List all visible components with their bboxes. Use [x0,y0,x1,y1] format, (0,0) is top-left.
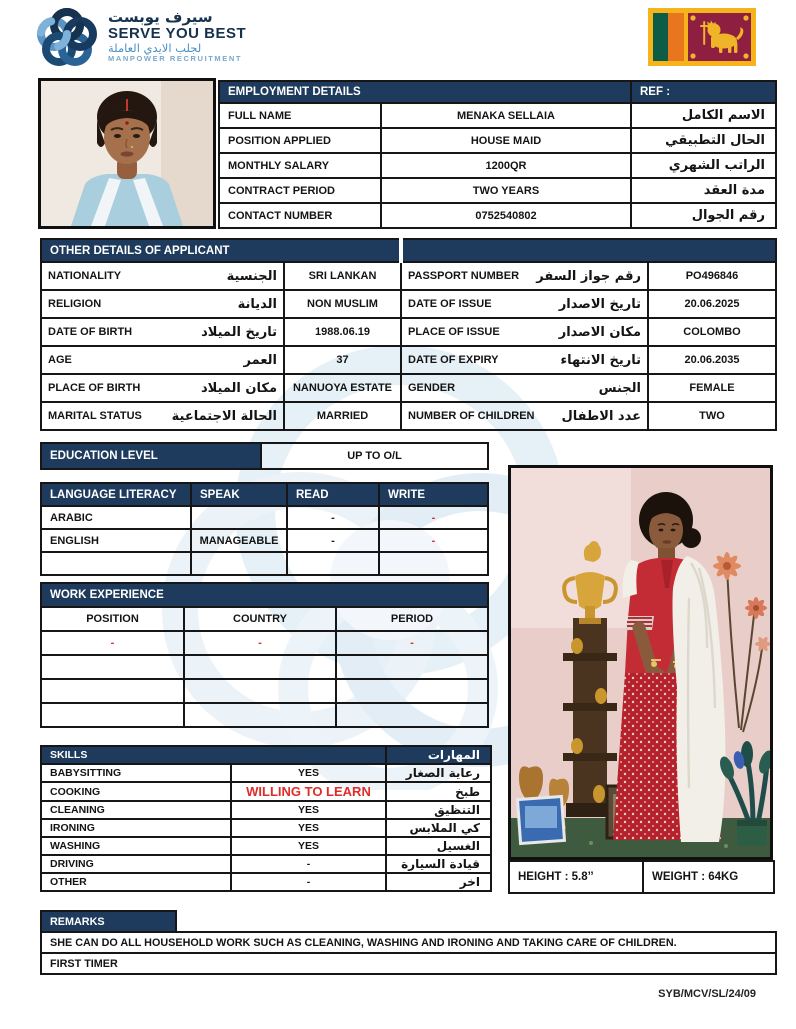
ref-label: REF : [631,81,776,103]
table-row [41,819,491,837]
company-logo [34,6,246,72]
other-details-header-spacer [401,239,776,262]
babysitting-value: YES [231,764,386,782]
monthly-salary-value: 1200QR [381,153,631,178]
ironing-arabic: كي الملابس [386,819,491,837]
position-cell [41,703,184,727]
country-cell [184,655,336,679]
washing-arabic: الغسيل [386,837,491,855]
date-of-birth-label: DATE OF BIRTH [48,326,133,338]
number-of-children-value: TWO [648,402,776,430]
washing-value: YES [231,837,386,855]
age-label: AGE [48,354,72,366]
babysitting-label: BABYSITTING [41,764,231,782]
cleaning-value: YES [231,801,386,819]
driving-arabic: قيادة السيارة [386,855,491,873]
table-row [41,873,491,891]
ironing-label: IRONING [41,819,231,837]
table-row [41,631,488,655]
sri-lanka-flag-icon [648,8,756,66]
place-of-issue-label: PLACE OF ISSUE [408,326,500,338]
language-name: ARABIC [41,506,191,529]
table-row [41,679,488,703]
table-row [41,552,488,575]
contact-number-label: CONTACT NUMBER [219,203,381,228]
passport-number-value: PO496846 [648,262,776,290]
read-value: - [287,529,379,552]
table-row [41,374,776,402]
table-row [41,764,491,782]
full-name-value: MENAKA SELLAIA [381,103,631,128]
table-row [41,506,488,529]
document-reference-code: SYB/MCV/SL/24/09 [658,988,756,1000]
height-weight-table [508,860,773,894]
other-skill-label: OTHER [41,873,231,891]
logo-knot-icon [34,6,100,72]
place-of-birth-value: NANUOYA ESTATE [284,374,401,402]
date-of-expiry-label: DATE OF EXPIRY [408,354,499,366]
contact-number-value: 0752540802 [381,203,631,228]
height-value: HEIGHT : 5.8’’ [509,861,643,893]
education-level-label: EDUCATION LEVEL [41,443,261,469]
read-value [287,552,379,575]
age-arabic: العمر [243,352,277,368]
remarks-header-spacer [176,911,776,932]
religion-value: NON MUSLIM [284,290,401,318]
driving-label: DRIVING [41,855,231,873]
marital-status-label: MARITAL STATUS [48,410,142,422]
gender-value: FEMALE [648,374,776,402]
religion-arabic: الديانة [237,296,277,312]
washing-label: WASHING [41,837,231,855]
monthly-salary-arabic: الراتب الشهري [631,153,776,178]
speak-value: MANAGEABLE [191,529,287,552]
marital-status-arabic: الحالة الاجتماعية [171,408,277,424]
country-cell [184,703,336,727]
marital-status-value: MARRIED [284,402,401,430]
nationality-value: SRI LANKAN [284,262,401,290]
nationality-label: NATIONALITY [48,270,122,282]
employment-details-table [218,80,775,229]
read-header: READ [287,483,379,506]
speak-header: SPEAK [191,483,287,506]
other-skill-arabic: اخر [386,873,491,891]
number-of-children-label: NUMBER OF CHILDREN [408,410,535,422]
speak-value [191,552,287,575]
table-row [41,262,776,290]
contract-period-arabic: مدة العقد [631,178,776,203]
table-row [41,837,491,855]
date-of-issue-label: DATE OF ISSUE [408,298,492,310]
passport-number-label: PASSPORT NUMBER [408,270,520,282]
table-row [219,103,776,128]
remarks-table [40,910,775,975]
language-name: ENGLISH [41,529,191,552]
table-row [41,529,488,552]
table-row [41,782,491,801]
remarks-title: REMARKS [41,911,176,932]
babysitting-arabic: رعاية الصغار [386,764,491,782]
date-of-issue-value: 20.06.2025 [648,290,776,318]
full-name-arabic: الاسم الكامل [631,103,776,128]
religion-label: RELIGION [48,298,102,310]
speak-value [191,506,287,529]
number-of-children-arabic: عدد الاطفال [561,408,641,424]
position-applied-value: HOUSE MAID [381,128,631,153]
table-row [219,128,776,153]
period-cell [336,655,488,679]
contact-number-arabic: رقم الجوال [631,203,776,228]
position-header: POSITION [41,607,184,631]
nationality-arabic: الجنسية [226,268,277,284]
education-level-bar [40,442,487,470]
cooking-arabic: طبخ [386,782,491,801]
read-value: - [287,506,379,529]
write-value: - [379,506,488,529]
applicant-full-photo [508,465,773,860]
place-of-issue-arabic: مكان الاصدار [558,324,641,340]
cleaning-arabic: التنظيق [386,801,491,819]
table-row [41,318,776,346]
passport-number-arabic: رقم جواز السفر [536,268,641,284]
table-row [41,703,488,727]
table-row [41,855,491,873]
position-applied-label: POSITION APPLIED [219,128,381,153]
table-row [41,402,776,430]
table-row [41,655,488,679]
position-cell: - [41,631,184,655]
place-of-birth-arabic: مكان الميلاد [200,380,277,396]
gender-label: GENDER [408,382,456,394]
cleaning-label: CLEANING [41,801,231,819]
age-value: 37 [284,346,401,374]
driving-value: - [231,855,386,873]
logo-arabic-name: سيرف يوبست [108,8,213,26]
country-cell: - [184,631,336,655]
work-experience-title: WORK EXPERIENCE [41,583,488,607]
other-details-table [40,238,775,431]
other-details-title: OTHER DETAILS OF APPLICANT [41,239,401,262]
date-of-birth-arabic: تاريخ الميلاد [201,324,277,340]
weight-value: WEIGHT : 64KG [643,861,774,893]
language-literacy-table [40,482,487,576]
date-of-expiry-arabic: تاريخ الانتهاء [560,352,641,368]
period-cell [336,703,488,727]
period-cell [336,679,488,703]
language-literacy-header: LANGUAGE LITERACY [41,483,191,506]
period-header: PERIOD [336,607,488,631]
cooking-label: COOKING [41,782,231,801]
place-of-birth-label: PLACE OF BIRTH [48,382,141,394]
date-of-expiry-value: 20.06.2035 [648,346,776,374]
monthly-salary-label: MONTHLY SALARY [219,153,381,178]
contract-period-label: CONTRACT PERIOD [219,178,381,203]
other-skill-value: - [231,873,386,891]
full-name-label: FULL NAME [219,103,381,128]
remarks-line2: FIRST TIMER [41,953,776,974]
logo-arabic-tagline: لجلب الايدي العاملة [108,40,202,55]
write-header: WRITE [379,483,488,506]
date-of-birth-value: 1988.06.19 [284,318,401,346]
period-cell: - [336,631,488,655]
country-header: COUNTRY [184,607,336,631]
table-row [219,178,776,203]
logo-name: SERVE YOU BEST [108,24,247,42]
skills-table [40,745,490,892]
skills-title-arabic: المهارات [386,746,491,764]
position-cell [41,679,184,703]
table-row [219,203,776,228]
place-of-issue-value: COLOMBO [648,318,776,346]
table-row [41,801,491,819]
position-applied-arabic: الحال التطبيقي [631,128,776,153]
language-name [41,552,191,575]
remarks-line1: SHE CAN DO ALL HOUSEHOLD WORK SUCH AS CLEANING, WASHING AND IRONING AND TAKING CARE OF CHILDREN. [41,932,776,953]
gender-arabic: الجنس [598,380,641,396]
table-row [41,290,776,318]
contract-period-value: TWO YEARS [381,178,631,203]
table-row [41,346,776,374]
write-value [379,552,488,575]
education-level-value: UP TO O/L [261,443,488,469]
position-cell [41,655,184,679]
country-cell [184,679,336,703]
applicant-passport-photo [38,78,216,229]
table-row [219,153,776,178]
write-value: - [379,529,488,552]
date-of-issue-arabic: تاريخ الاصدار [558,296,641,312]
ironing-value: YES [231,819,386,837]
cooking-value: WILLING TO LEARN [231,782,386,801]
work-experience-table [40,582,487,728]
skills-title: SKILLS [41,746,386,764]
logo-tagline: MANPOWER RECRUITMENT [108,53,243,63]
employment-title: EMPLOYMENT DETAILS [219,81,631,103]
